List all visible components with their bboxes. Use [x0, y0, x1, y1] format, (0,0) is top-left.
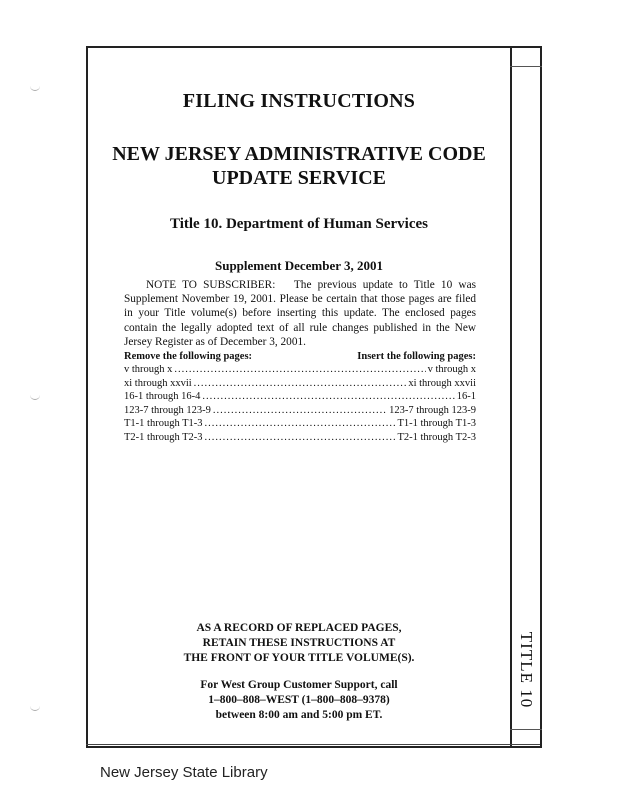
customer-support-info [88, 678, 510, 723]
record-line1: AS A RECORD OF REPLACED PAGES, [196, 622, 402, 634]
remove-pages: v through x [124, 364, 173, 375]
code-heading-line2: UPDATE SERVICE [212, 167, 386, 189]
scan-speck [30, 706, 40, 711]
record-instructions [88, 621, 510, 666]
support-line1: For West Group Customer Support, call [200, 679, 398, 691]
remove-pages: T2-1 through T2-3 [124, 431, 203, 443]
frame-bottom-rule [86, 744, 542, 745]
table-row [124, 364, 476, 378]
table-row [124, 432, 476, 446]
table-header [124, 351, 476, 362]
insert-header: Insert the following pages: [357, 351, 476, 362]
insert-pages: T1-1 through T1-3 [397, 418, 476, 430]
note-text: The previous update to Title 10 was Supplement November 19, 2001. Please be certain that those pages are filed in your Title volume(s) before inserting this update. The enclosed pages contain the legally adopted text of all rule changes published in the New Jersey Register as of December 3, 2001. [124, 279, 476, 348]
tab-label-text: TITLE 10 [517, 631, 537, 709]
library-stamp: New Jersey State Library [100, 764, 268, 781]
record-line2: RETAIN THESE INSTRUCTIONS AT [202, 637, 396, 649]
scan-speck [30, 86, 40, 91]
code-heading-line1: NEW JERSEY ADMINISTRATIVE CODE [112, 143, 486, 165]
supplement-date: Supplement December 3, 2001 [214, 258, 384, 273]
leader-dots [205, 432, 396, 443]
leader-dots [213, 405, 387, 416]
insert-pages: T2-1 through T2-3 [397, 431, 476, 443]
support-hours: between 8:00 am and 5:00 pm ET. [215, 709, 383, 721]
table-row [124, 391, 476, 405]
page-replacement-table [124, 351, 476, 446]
title-subtitle: Title 10. Department of Human Services [169, 216, 429, 232]
insert-pages: 123-7 through 123-9 [389, 404, 476, 416]
remove-header: Remove the following pages: [124, 351, 253, 362]
tab-label [514, 625, 538, 715]
table-row [124, 405, 476, 419]
insert-pages: 16-1 [456, 391, 476, 403]
page-title: FILING INSTRUCTIONS [182, 90, 416, 112]
insert-pages: v through x [427, 364, 476, 375]
leader-dots [205, 418, 396, 429]
insert-pages: xi through xxvii [408, 377, 476, 389]
leader-dots [202, 391, 454, 402]
remove-pages: 16-1 through 16-4 [124, 391, 201, 403]
scan-speck [30, 395, 40, 400]
leader-dots [174, 364, 425, 375]
record-line3: THE FRONT OF YOUR TITLE VOLUME(S). [183, 652, 415, 664]
support-phone: 1–800–808–WEST (1–800–808–9378) [208, 694, 390, 706]
code-heading [88, 142, 510, 190]
table-row [124, 378, 476, 392]
tab-rule-top [510, 66, 542, 67]
remove-pages: 123-7 through 123-9 [124, 404, 211, 416]
table-row [124, 418, 476, 432]
remove-pages: xi through xxvii [124, 377, 192, 389]
note-to-subscriber [124, 278, 476, 349]
tab-rule-bottom [510, 729, 542, 730]
leader-dots [194, 378, 407, 389]
note-label: NOTE TO SUBSCRIBER: [146, 279, 276, 291]
remove-pages: T1-1 through T1-3 [124, 418, 203, 430]
